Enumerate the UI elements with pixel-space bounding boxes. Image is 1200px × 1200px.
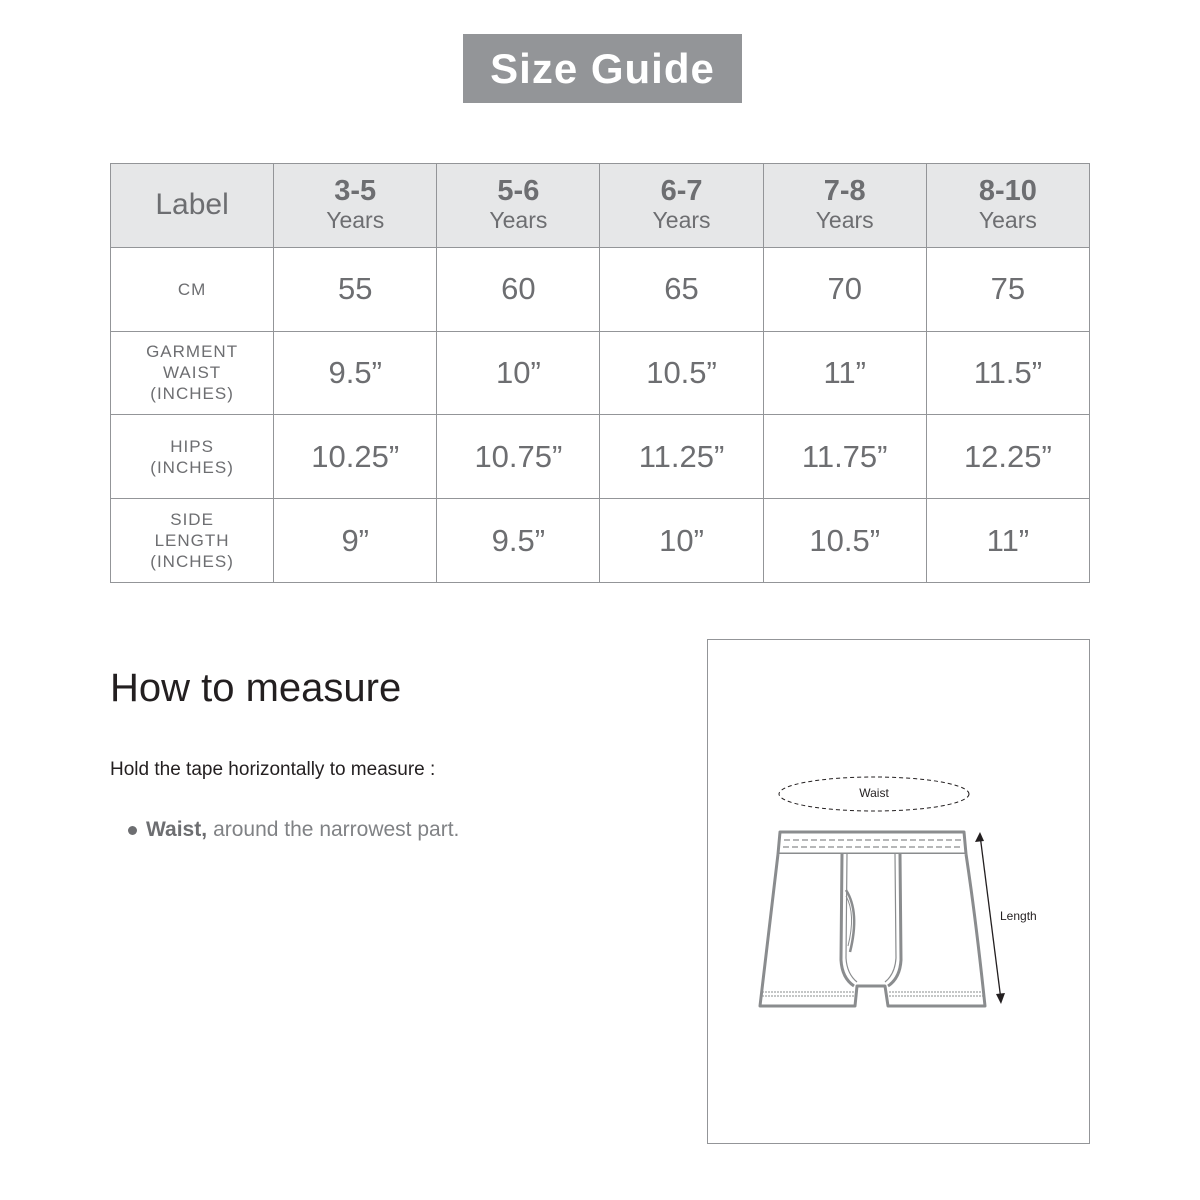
table-row xyxy=(111,499,1090,583)
table-cell: 9.5” xyxy=(437,499,600,583)
table-cell: 60 xyxy=(437,247,600,331)
table-cell: 10.5” xyxy=(763,499,926,583)
row-label-line: HIPS xyxy=(170,436,214,456)
table-cell: 75 xyxy=(926,247,1089,331)
table-cell: 9” xyxy=(274,499,437,583)
page-title: Size Guide xyxy=(463,34,742,103)
length-label: Length xyxy=(1000,909,1037,923)
header-age-cell xyxy=(437,164,600,248)
row-label-hips xyxy=(111,415,274,499)
list-item xyxy=(128,818,459,842)
header-age-cell xyxy=(926,164,1089,248)
age-range: 8-10 xyxy=(978,175,1037,208)
age-unit: Years xyxy=(652,207,711,234)
age-unit: Years xyxy=(489,207,548,234)
row-label-line: WAIST xyxy=(162,363,222,383)
table-header-row xyxy=(111,164,1090,248)
table-row xyxy=(111,331,1090,415)
header-label-cell xyxy=(111,164,274,248)
table-cell: 10.5” xyxy=(600,331,763,415)
table-cell: 65 xyxy=(600,247,763,331)
row-label-line: LENGTH xyxy=(154,531,230,551)
row-label-line: (INCHES) xyxy=(150,457,234,477)
table-cell: 11” xyxy=(763,331,926,415)
row-label-line: SIDE xyxy=(170,510,214,530)
age-unit: Years xyxy=(815,207,874,234)
table-cell: 11.75” xyxy=(763,415,926,499)
table-cell: 55 xyxy=(274,247,437,331)
row-label-side-length xyxy=(111,499,274,583)
age-unit: Years xyxy=(978,207,1037,234)
bullet-term: Waist, xyxy=(146,818,208,841)
boxer-shorts-illustration xyxy=(708,640,1089,1143)
bullet-text: around the narrowest part. xyxy=(213,818,460,841)
header-age-cell xyxy=(274,164,437,248)
table-row xyxy=(111,247,1090,331)
age-range: 6-7 xyxy=(660,175,703,208)
table-cell: 10.25” xyxy=(274,415,437,499)
header-age-cell xyxy=(763,164,926,248)
row-label-line: (INCHES) xyxy=(150,552,234,572)
length-arrow-top-icon xyxy=(975,832,984,842)
table-cell: 10” xyxy=(437,331,600,415)
how-to-measure-heading: How to measure xyxy=(110,666,402,710)
waistband-shape xyxy=(778,832,966,854)
bullet-icon xyxy=(128,826,137,835)
table-cell: 11.25” xyxy=(600,415,763,499)
row-label-line: GARMENT xyxy=(146,342,239,362)
row-label-cm xyxy=(111,247,274,331)
table-cell: 10.75” xyxy=(437,415,600,499)
table-cell: 12.25” xyxy=(926,415,1089,499)
measurement-diagram xyxy=(707,639,1090,1144)
age-unit: Years xyxy=(326,207,385,234)
table-row xyxy=(111,415,1090,499)
length-arrow-bottom-icon xyxy=(996,993,1005,1004)
age-range: 5-6 xyxy=(497,175,540,208)
age-range: 3-5 xyxy=(334,175,377,208)
table-cell: 10” xyxy=(600,499,763,583)
header-label: Label xyxy=(155,188,229,222)
measure-instruction: Hold the tape horizontally to measure : xyxy=(110,759,436,780)
waist-label: Waist xyxy=(859,786,889,800)
size-chart-table xyxy=(110,163,1090,583)
table-cell: 11” xyxy=(926,499,1089,583)
table-cell: 9.5” xyxy=(274,331,437,415)
shorts-body-outline xyxy=(760,854,985,1006)
row-label-line: (INCHES) xyxy=(150,384,234,404)
age-range: 7-8 xyxy=(823,175,866,208)
table-cell: 70 xyxy=(763,247,926,331)
row-label-line: CM xyxy=(177,279,207,299)
table-cell: 11.5” xyxy=(926,331,1089,415)
header-age-cell xyxy=(600,164,763,248)
row-label-garment-waist xyxy=(111,331,274,415)
